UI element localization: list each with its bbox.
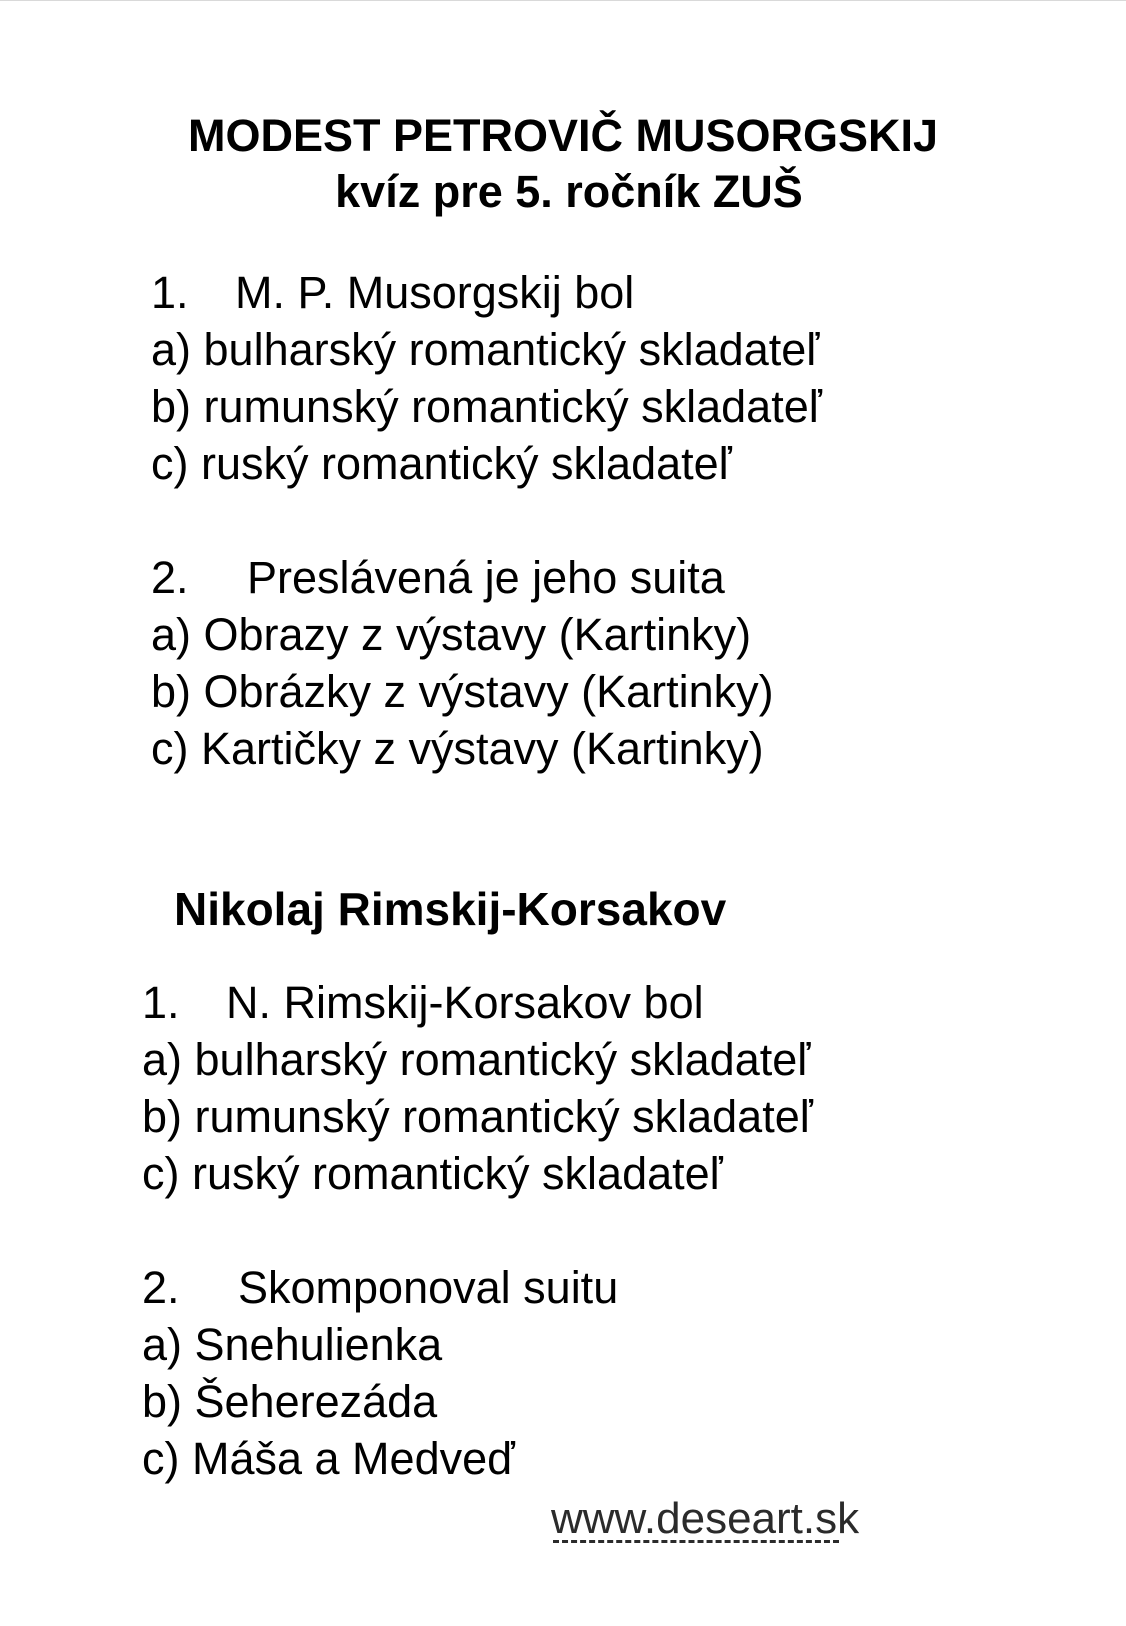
quiz-question-1-rimskij-korsakov (142, 974, 813, 1202)
quiz-question-1-musorgskij (151, 264, 822, 492)
answer-option-b: b) Šeherezáda (142, 1376, 438, 1427)
page-top-border (0, 0, 1126, 1)
question-text: Preslávená je jeho suita (247, 552, 725, 603)
question-number: 2. (142, 1262, 180, 1313)
answer-option-b: b) rumunský romantický skladateľ (142, 1091, 813, 1142)
answer-option-a: a) Snehulienka (142, 1319, 443, 1370)
document-title: MODEST PETROVIČ MUSORGSKIJ (187, 110, 939, 161)
question-number: 2. (151, 552, 189, 603)
answer-option-b: b) rumunský romantický skladateľ (151, 381, 822, 432)
answer-option-c: c) Kartičky z výstavy (Kartinky) (151, 723, 764, 774)
answer-option-b: b) Obrázky z výstavy (Kartinky) (151, 666, 774, 717)
question-line (151, 264, 822, 321)
answer-option-a: a) Obrazy z výstavy (Kartinky) (151, 609, 752, 660)
question-line (142, 974, 813, 1031)
quiz-question-2-rimskij-korsakov (142, 1259, 618, 1487)
answer-option-c: c) ruský romantický skladateľ (151, 438, 732, 489)
question-line (151, 549, 774, 606)
website-link[interactable]: www.deseart.sk (551, 1494, 860, 1543)
quiz-question-2-musorgskij (151, 549, 774, 777)
answer-option-a: a) bulharský romantický skladateľ (142, 1034, 811, 1085)
question-number: 1. (142, 977, 180, 1028)
question-text: M. P. Musorgskij bol (235, 267, 635, 318)
question-text: Skomponoval suitu (238, 1262, 619, 1313)
question-number: 1. (151, 267, 189, 318)
answer-option-a: a) bulharský romantický skladateľ (151, 324, 820, 375)
document-subtitle: kvíz pre 5. ročník ZUŠ (335, 166, 803, 217)
section-heading-rimskij-korsakov: Nikolaj Rimskij-Korsakov (174, 883, 727, 935)
answer-option-c: c) Máša a Medveď (142, 1433, 515, 1484)
answer-option-c: c) ruský romantický skladateľ (142, 1148, 723, 1199)
question-line (142, 1259, 618, 1316)
question-text: N. Rimskij-Korsakov bol (226, 977, 704, 1028)
